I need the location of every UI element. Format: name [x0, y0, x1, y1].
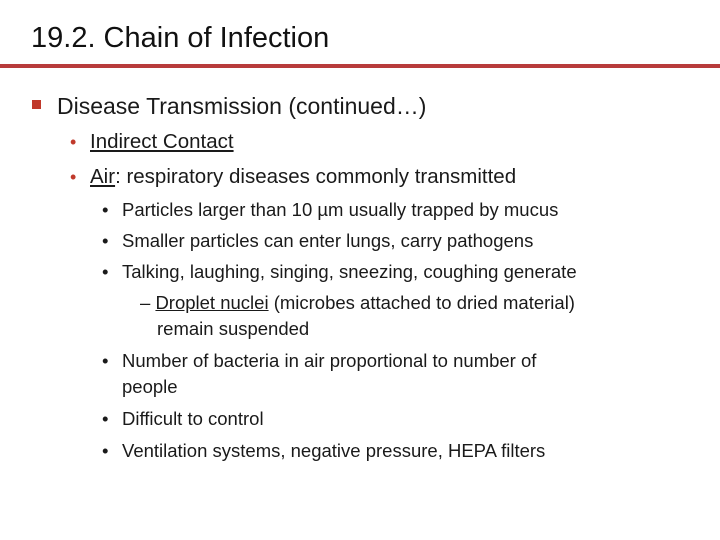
- detail-item: • Number of bacteria in air proportional to number of: [102, 348, 536, 374]
- dot-bullet-icon: •: [70, 132, 77, 152]
- droplet-nuclei-item: – Droplet nuclei (microbes attached to dried material): [140, 292, 575, 313]
- detail-item: • Particles larger than 10 µm usually trapped by mucus: [102, 197, 558, 223]
- detail-item: • Ventilation systems, negative pressure, HEPA filters: [102, 438, 545, 464]
- sub-bullet-air: [70, 163, 516, 191]
- dash-bullet-icon: –: [140, 292, 151, 313]
- dot-bullet-icon: •: [102, 230, 109, 251]
- sub-bullet-indirect-contact: [70, 128, 234, 156]
- main-bullet: [32, 90, 426, 122]
- air-link[interactable]: Air: [90, 165, 116, 188]
- dot-bullet-icon: •: [102, 440, 109, 461]
- slide-title: 19.2. Chain of Infection: [31, 22, 330, 54]
- dot-bullet-icon: •: [70, 167, 77, 187]
- air-description: : respiratory diseases commonly transmitted: [115, 165, 517, 188]
- detail-item: • Difficult to control: [102, 406, 264, 432]
- dot-bullet-icon: •: [102, 199, 109, 220]
- title-divider: [0, 64, 720, 68]
- square-bullet-icon: [32, 100, 41, 109]
- droplet-nuclei-link[interactable]: Droplet nuclei: [155, 292, 269, 313]
- dot-bullet-icon: •: [102, 261, 109, 282]
- dot-bullet-icon: •: [102, 408, 109, 429]
- droplet-nuclei-continuation: remain suspended: [157, 318, 310, 339]
- dot-bullet-icon: •: [102, 350, 109, 371]
- detail-item: • Smaller particles can enter lungs, carry pathogens: [102, 228, 533, 254]
- indirect-contact-link[interactable]: Indirect Contact: [90, 130, 234, 153]
- detail-item-continuation: people: [122, 376, 178, 397]
- detail-item: • Talking, laughing, singing, sneezing, coughing generate: [102, 259, 577, 285]
- main-bullet-text: Disease Transmission (continued…): [57, 93, 427, 119]
